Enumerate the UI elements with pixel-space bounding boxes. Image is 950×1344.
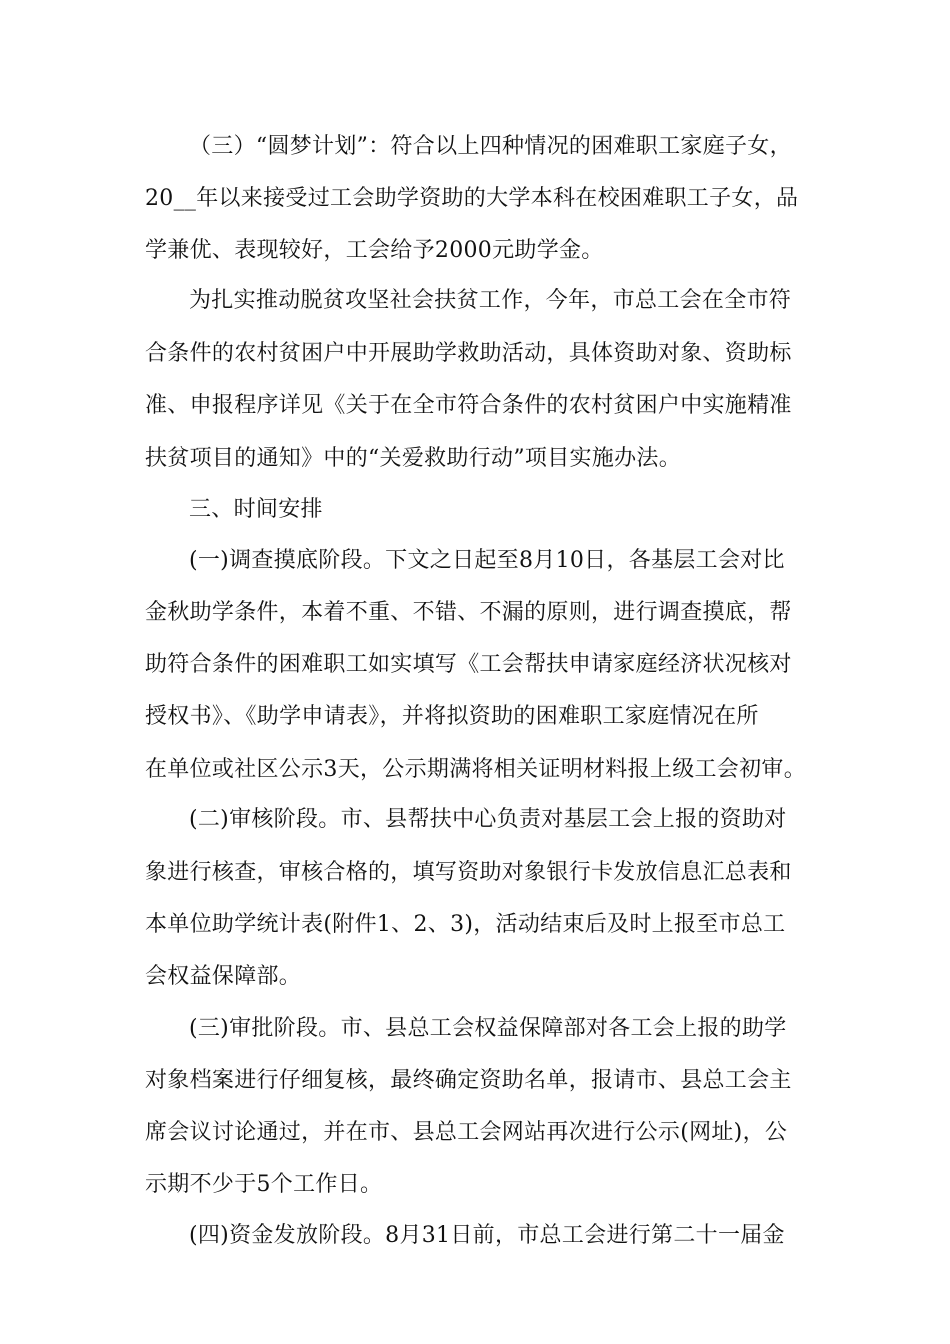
paragraph-line: (一)调查摸底阶段。下文之日起至8月10日，各基层工会对比	[189, 548, 785, 573]
paragraph-line: 学兼优、表现较好，工会给予2000元助学金。	[145, 238, 604, 263]
paragraph-line: (二)审核阶段。市、县帮扶中心负责对基层工会上报的资助对	[189, 807, 787, 832]
paragraph-line: 金秋助学条件，本着不重、不错、不漏的原则，进行调查摸底，帮	[145, 600, 792, 625]
paragraph-line: 席会议讨论通过，并在市、县总工会网站再次进行公示(网址)，公	[145, 1120, 788, 1145]
paragraph-line: (三)审批阶段。市、县总工会权益保障部对各工会上报的助学	[189, 1016, 787, 1041]
paragraph-line: 在单位或社区公示3天，公示期满将相关证明材料报上级工会初审。	[145, 757, 806, 782]
paragraph-line: 会权益保障部。	[145, 964, 302, 989]
paragraph-line: 授权书》、《助学申请表》，并将拟资助的困难职工家庭情况在所	[145, 704, 759, 729]
section-heading: 三、时间安排	[189, 497, 323, 522]
paragraph-line: （三）“圆梦计划”：符合以上四种情况的困难职工家庭子女，	[189, 134, 792, 159]
paragraph-line: 扶贫项目的通知》中的“关爱救助行动”项目实施办法。	[145, 446, 681, 471]
paragraph-line: 对象档案进行仔细复核，最终确定资助名单，报请市、县总工会主	[145, 1068, 792, 1093]
paragraph-line: 助符合条件的困难职工如实填写《工会帮扶申请家庭经济状况核对	[145, 652, 792, 677]
paragraph-line: 20__年以来接受过工会助学资助的大学本科在校困难职工子女，品	[145, 186, 799, 211]
paragraph-line: 合条件的农村贫困户中开展助学救助活动，具体资助对象、资助标	[145, 341, 792, 366]
paragraph-line: (四)资金发放阶段。8月31日前，市总工会进行第二十一届金	[189, 1223, 785, 1248]
paragraph-line: 为扎实推动脱贫攻坚社会扶贫工作，今年，市总工会在全市符	[189, 288, 792, 313]
paragraph-line: 本单位助学统计表(附件1、2、3)，活动结束后及时上报至市总工	[145, 912, 786, 937]
paragraph-line: 示期不少于5个工作日。	[145, 1172, 383, 1197]
paragraph-line: 象进行核查，审核合格的，填写资助对象银行卡发放信息汇总表和	[145, 860, 792, 885]
paragraph-line: 准、申报程序详见《关于在全市符合条件的农村贫困户中实施精准	[145, 393, 792, 418]
